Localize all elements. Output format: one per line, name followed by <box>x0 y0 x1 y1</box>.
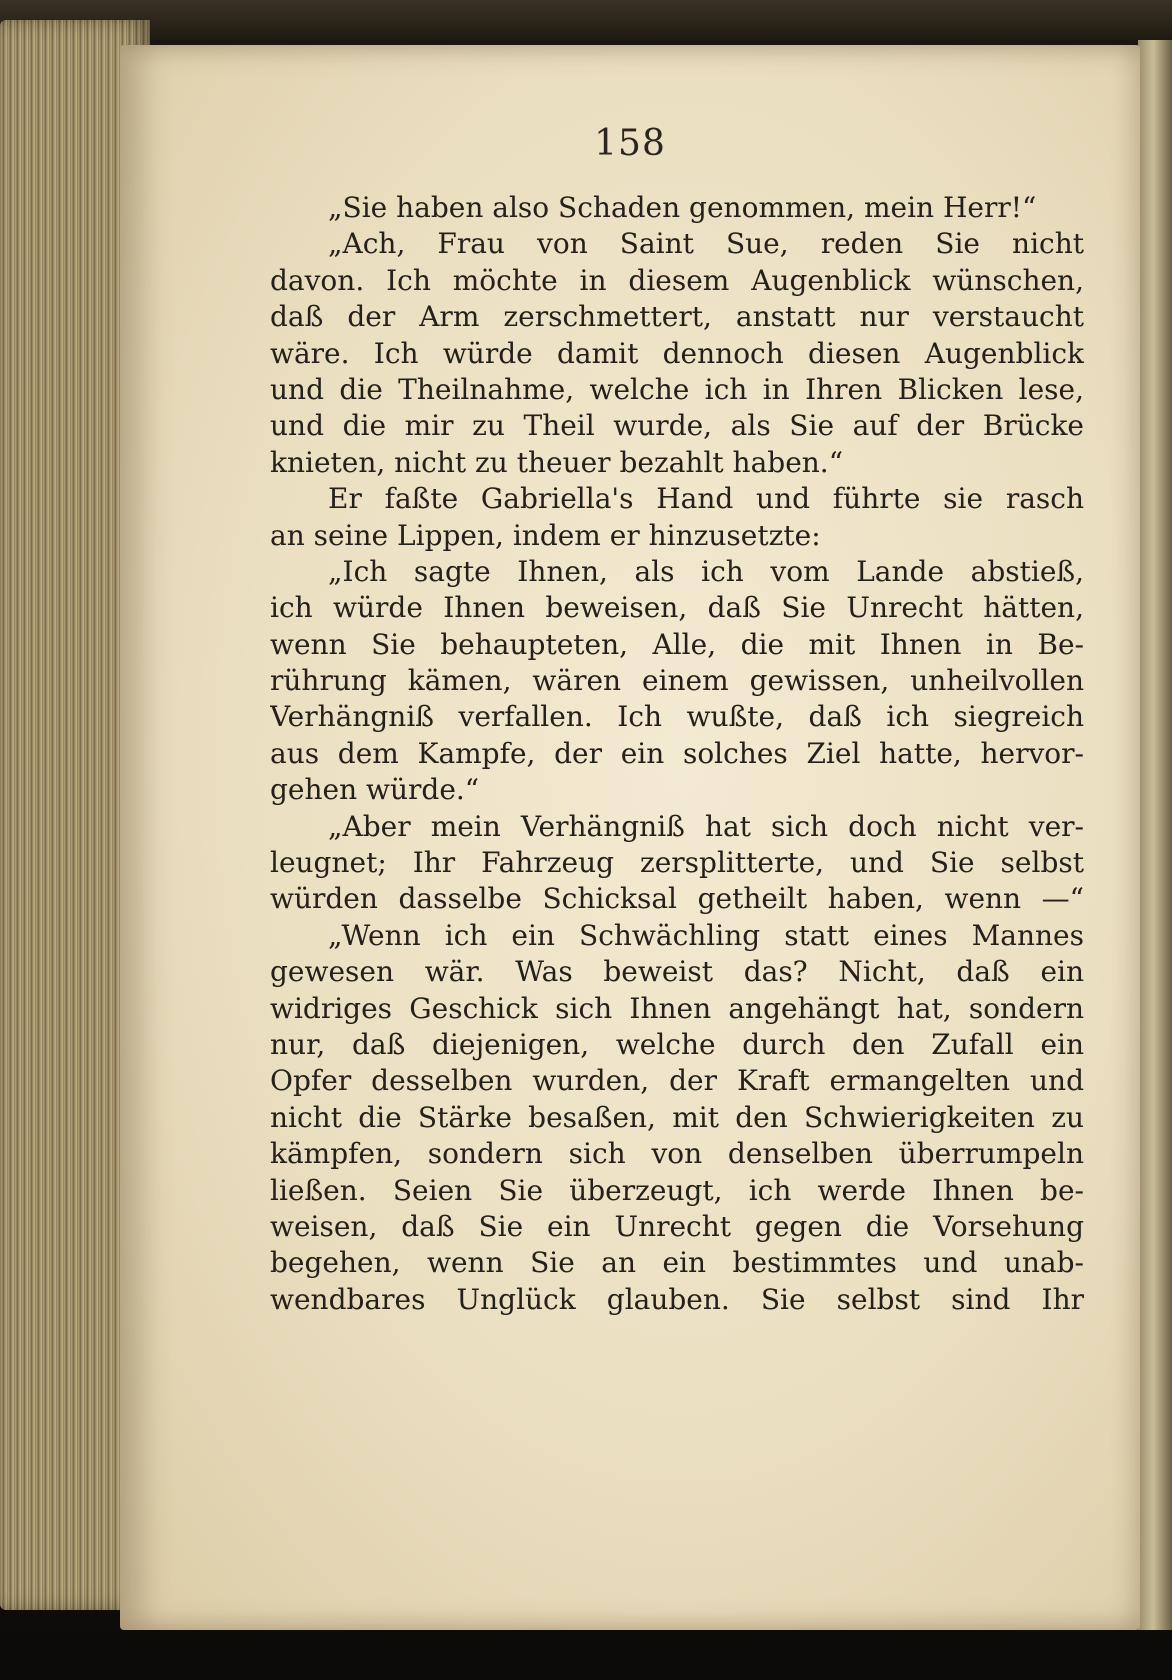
text-line: nicht die Stärke besaßen, mit den Schwierigkeiten zu <box>270 1100 1084 1134</box>
book-cover-top <box>0 0 1172 40</box>
text-line: begehen, wenn Sie an ein bestimmtes und unab- <box>270 1246 1084 1280</box>
text-line: und die mir zu Theil wurde, als Sie auf der Brücke <box>270 409 1084 443</box>
text-line: gewesen wär. Was beweist das? Nicht, daß ein <box>270 955 1084 989</box>
book-page <box>120 45 1140 1630</box>
page-number: 158 <box>594 123 666 164</box>
text-line: nur, daß diejenigen, welche durch den Zufall ein <box>270 1027 1084 1061</box>
text-line: leugnet; Ihr Fahrzeug zersplitterte, und Sie selbst <box>270 846 1084 880</box>
text-line: und die Theilnahme, welche ich in Ihren Blicken lese, <box>270 372 1084 406</box>
text-line: „Wenn ich ein Schwächling statt eines Mannes <box>328 918 1084 952</box>
text-line: kämpfen, sondern sich von denselben überrumpeln <box>270 1137 1084 1171</box>
page-text <box>270 190 1084 1318</box>
text-line: ich würde Ihnen beweisen, daß Sie Unrecht hätten, <box>270 591 1084 625</box>
text-line: „Ich sagte Ihnen, als ich vom Lande abstieß, <box>328 554 1084 588</box>
text-line: „Ach, Frau von Saint Sue, reden Sie nicht <box>328 227 1084 261</box>
text-line: davon. Ich möchte in diesem Augenblick wünschen, <box>270 263 1084 297</box>
text-line: aus dem Kampfe, der ein solches Ziel hatte, hervor- <box>270 736 1084 770</box>
text-line: ließen. Seien Sie überzeugt, ich werde Ihnen be- <box>270 1173 1084 1207</box>
text-line: wenn Sie behaupteten, Alle, die mit Ihnen in Be- <box>270 627 1084 661</box>
text-line: „Aber mein Verhängniß hat sich doch nicht ver- <box>328 809 1084 843</box>
text-line: Opfer desselben wurden, der Kraft ermangelten und <box>270 1064 1084 1098</box>
text-line: Er faßte Gabriella's Hand und führte sie rasch <box>328 482 1084 516</box>
text-line: wäre. Ich würde damit dennoch diesen Augenblick <box>270 336 1084 370</box>
text-line: gehen würde.“ <box>270 773 480 807</box>
text-line: Verhängniß verfallen. Ich wußte, daß ich siegreich <box>270 700 1084 734</box>
text-line: knieten, nicht zu theuer bezahlt haben.“ <box>270 445 844 479</box>
text-line: an seine Lippen, indem er hinzusetzte: <box>270 518 821 552</box>
text-line: würden dasselbe Schicksal getheilt haben, wenn —“ <box>270 882 1084 916</box>
text-line: daß der Arm zerschmettert, anstatt nur verstaucht <box>270 300 1084 334</box>
text-line: widriges Geschick sich Ihnen angehängt hat, sondern <box>270 991 1084 1025</box>
text-line: weisen, daß Sie ein Unrecht gegen die Vorsehung <box>270 1209 1084 1243</box>
facing-page-edge <box>1138 40 1172 1630</box>
text-line: „Sie haben also Schaden genommen, mein Herr!“ <box>328 191 1037 224</box>
text-line: rührung kämen, wären einem gewissen, unheilvollen <box>270 664 1084 698</box>
text-line: wendbares Unglück glauben. Sie selbst sind Ihr <box>270 1282 1084 1316</box>
